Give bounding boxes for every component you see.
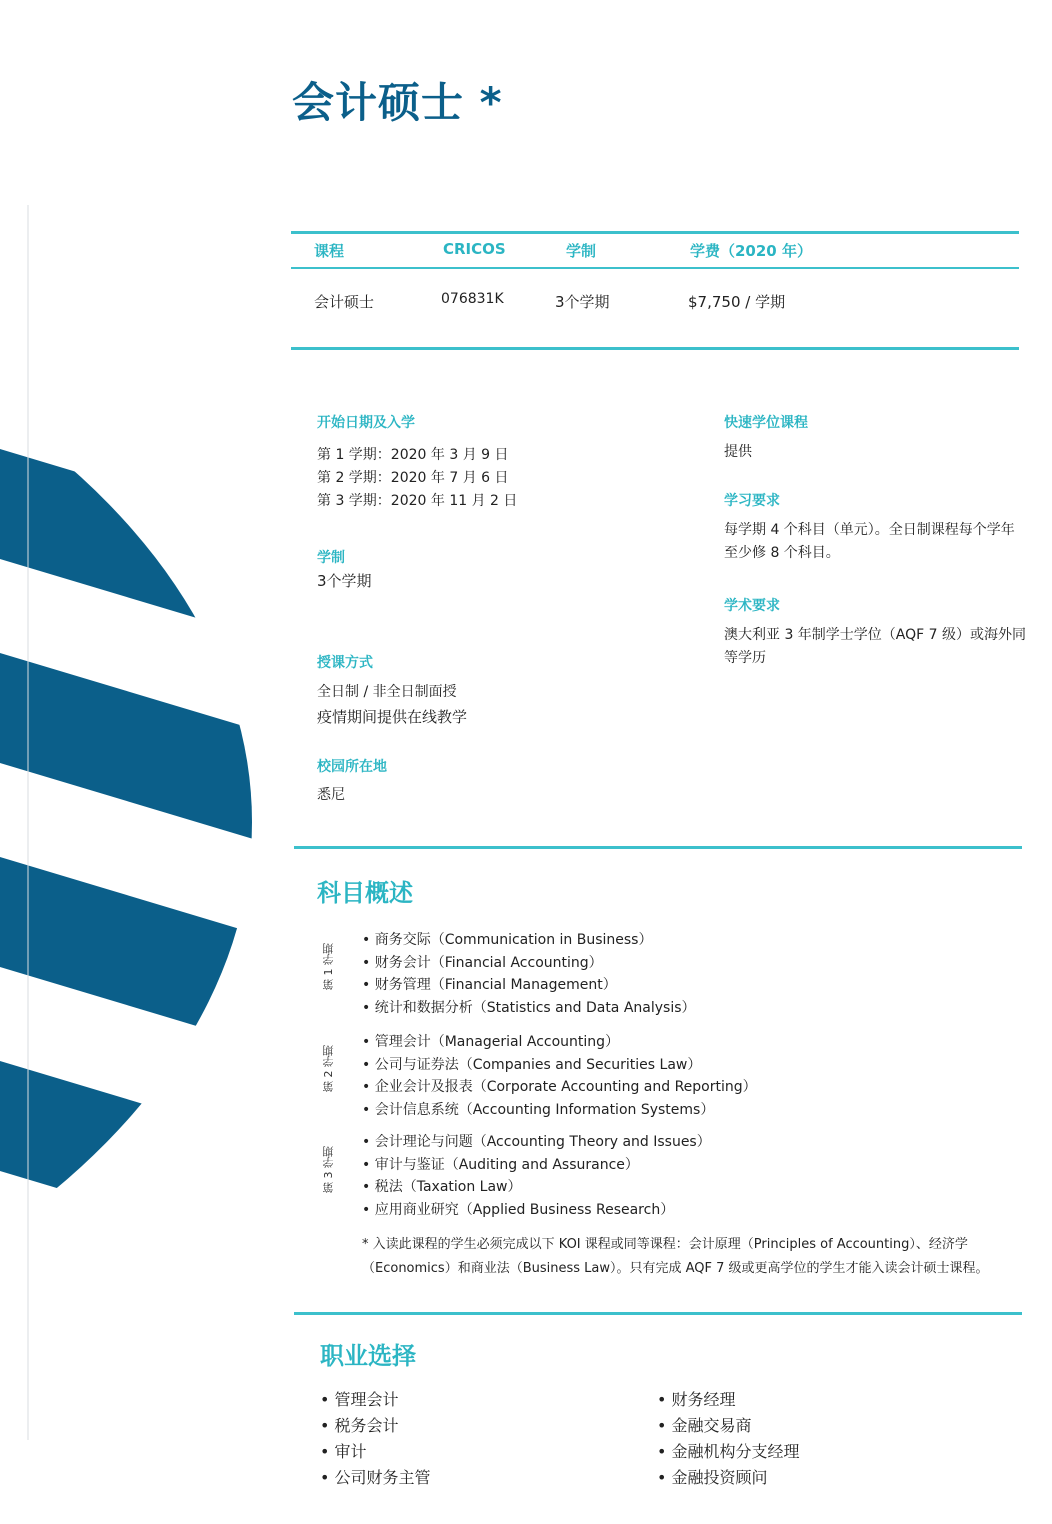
fast-track-value: 提供 [724,444,752,460]
course-item: • 财务会计（Financial Accounting） [362,952,696,975]
delivery-mode-heading: 授课方式 [317,655,373,671]
course-item: • 公司与证券法（Companies and Securities Law） [362,1054,757,1077]
careers-list-right [657,1387,800,1491]
duration-heading: 学制 [317,550,345,566]
term-3-label: 第 3 学期 [322,1146,335,1193]
table-cell-cricos: 076831K [441,291,504,307]
table-header-fee: 学费（2020 年） [690,242,812,260]
course-item: • 应用商业研究（Applied Business Research） [362,1199,711,1222]
term-2-course-list [362,1031,757,1121]
career-item: • 管理会计 [320,1387,431,1413]
delivery-mode-line-2: 疫情期间提供在线教学 [317,708,468,726]
table-cell-course: 会计硕士 [314,293,375,311]
course-item: • 统计和数据分析（Statistics and Data Analysis） [362,997,696,1020]
careers-list-left [320,1387,431,1491]
table-header-duration: 学制 [566,242,597,260]
course-item: • 商务交际（Communication in Business） [362,929,696,952]
page-title: 会计硕士 * [292,78,503,127]
delivery-mode-line-1: 全日制 / 非全日制面授 [317,684,457,700]
duration-value: 3个学期 [317,572,372,590]
table-header-course: 课程 [314,242,345,260]
decor-stripe [0,653,300,859]
career-item: • 金融交易商 [657,1413,800,1439]
course-item: • 管理会计（Managerial Accounting） [362,1031,757,1054]
course-item: • 审计与鉴证（Auditing and Assurance） [362,1154,711,1177]
table-header-cricos: CRICOS [443,240,506,258]
term-3-course-list [362,1131,711,1221]
academic-requirements-line-2: 等学历 [724,650,766,666]
table-bottom-rule [291,347,1019,350]
campus-value: 悉尼 [317,787,345,803]
career-item: • 税务会计 [320,1413,431,1439]
course-item: • 会计理论与问题（Accounting Theory and Issues） [362,1131,711,1154]
table-top-rule [291,231,1019,234]
study-requirements-line-2: 至少修 8 个科目。 [724,545,840,561]
decor-stripe [0,1061,300,1267]
subjects-heading: 科目概述 [317,879,413,907]
decor-stripe [0,1265,300,1471]
table-cell-fee: $7,750 / 学期 [688,293,786,311]
academic-requirements-heading: 学术要求 [724,598,780,614]
study-requirements-line-1: 每学期 4 个科目（单元）。全日制课程每个学年 [724,522,1015,538]
career-item: • 财务经理 [657,1387,800,1413]
term-2-label: 第 2 学期 [322,1045,335,1092]
career-item: • 公司财务主管 [320,1465,431,1491]
decor-stripe [0,449,300,655]
careers-heading: 职业选择 [320,1342,416,1370]
striped-circle-decoration [0,0,300,1524]
term-1-label: 第 1 学期 [322,943,335,990]
start-dates-heading: 开始日期及入学 [317,415,415,431]
course-item: • 企业会计及报表（Corporate Accounting and Reporting） [362,1076,757,1099]
careers-top-rule [294,1312,1022,1315]
academic-requirements-line-1: 澳大利亚 3 年制学士学位（AQF 7 级）或海外同 [724,627,1027,643]
start-date-term-1: 第 1 学期：2020 年 3 月 9 日 [317,447,509,463]
course-item: • 税法（Taxation Law） [362,1176,711,1199]
career-item: • 金融机构分支经理 [657,1439,800,1465]
subjects-top-rule [294,846,1022,849]
course-item: • 财务管理（Financial Management） [362,974,696,997]
study-requirements-heading: 学习要求 [724,493,780,509]
start-date-term-3: 第 3 学期：2020 年 11 月 2 日 [317,493,518,509]
decor-stripe [0,857,300,1063]
course-item: • 会计信息系统（Accounting Information Systems） [362,1099,757,1122]
term-1-course-list [362,929,696,1019]
career-item: • 金融投资顾问 [657,1465,800,1491]
table-header-rule [291,267,1019,269]
decor-stripe [0,245,300,451]
admission-note: * 入读此课程的学生必须完成以下 KOI 课程或同等课程：会计原理（Principles of Accounting）、经济学（Economics）和商业法（Business Law）。只有完成 AQF 7 级或更高学位的学生才能入读会计硕士课程。 [362,1237,989,1276]
career-item: • 审计 [320,1439,431,1465]
fast-track-heading: 快速学位课程 [724,415,808,431]
table-cell-duration: 3个学期 [555,293,610,311]
campus-heading: 校园所在地 [317,759,387,775]
start-date-term-2: 第 2 学期：2020 年 7 月 6 日 [317,470,509,486]
